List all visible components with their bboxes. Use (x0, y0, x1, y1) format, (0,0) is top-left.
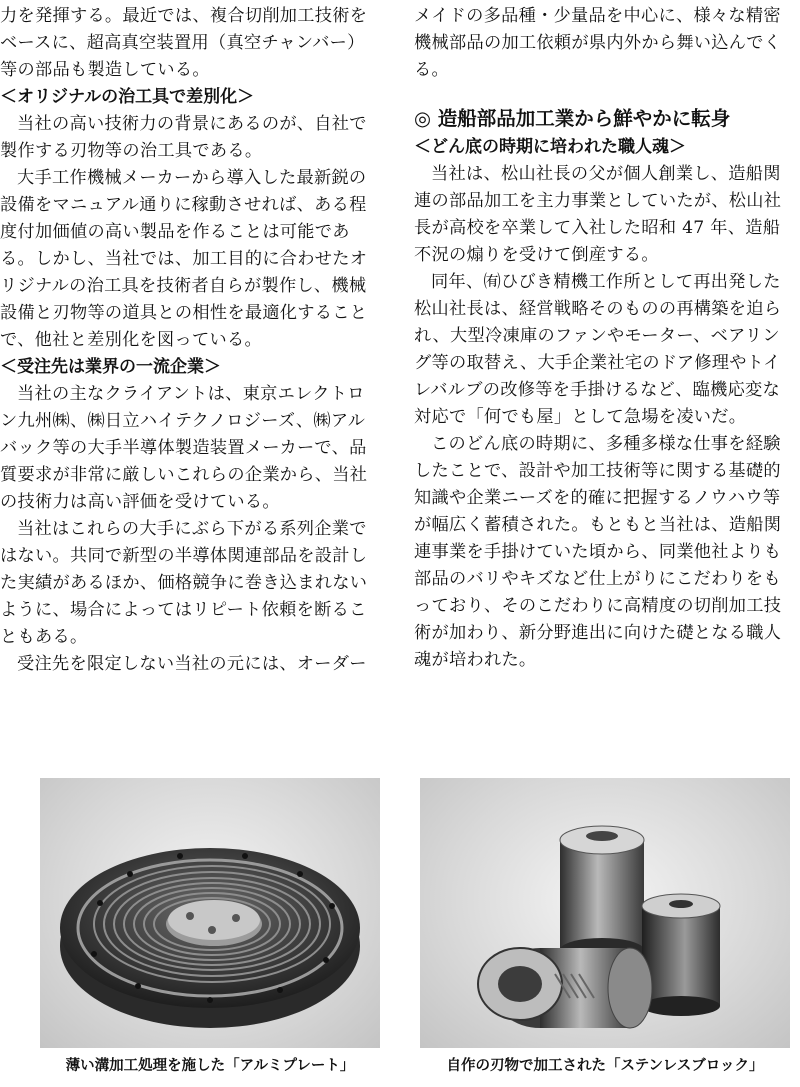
para-history-1: 当社は、松山社長の父が個人創業し、造船関 連の部品加工を主力事業としていたが、松山社 長が高校を卒業して入社した昭和 47 年、造船 不況の煽りを受けて倒産する。 (414, 164, 782, 265)
para-clients-1: 当社の主なクライアントは、東京エレクトロ ン九州㈱、㈱日立ハイテクノロジーズ、㈱アル バック等の大手半導体製造装置メーカーで、品 質要求が非常に厳しいこれらの企業から、当社 の技術力は高い評価を受けている。 (0, 384, 368, 512)
right-column (414, 3, 800, 674)
heading-craftsman: ＜どん底の時期に培われた職人魂＞ (414, 137, 686, 157)
stainless-blocks-illustration (420, 778, 790, 1048)
heading-clients: ＜受注先は業界の一流企業＞ (0, 357, 221, 377)
photo-aluminum-plate (40, 778, 380, 1048)
para-clients-3: 受注先を限定しない当社の元には、オーダー (17, 654, 367, 674)
para-tools-1: 当社の高い技術力の背景にあるのが、自社で 製作する刃物等の治工具である。 (0, 114, 367, 161)
caption-stainless-blocks: 自作の刃物で加工された「ステンレスブロック」 (446, 1058, 764, 1074)
para-continue: メイドの多品種・少量品を中心に、様々な精密 機械部品の加工依頼が県内外から舞い込んでく る。 (414, 6, 782, 80)
para-clients-2: 当社はこれらの大手にぶら下がる系列企業で はない。共同で新型の半導体関連部品を設計し た実績があるほか、価格競争に巻き込まれない ように、場合によってはリピート依頼を断るこ ともある。 (0, 519, 368, 647)
heading-original-tools: ＜オリジナルの治工具で差別化＞ (0, 87, 255, 107)
aluminum-plate-illustration (40, 778, 380, 1048)
para-tools-2: 大手工作機械メーカーから導入した最新鋭の 設備をマニュアル通りに稼動させれば、ある程 度付加価値の高い製品を作ることは可能であ る。しかし、当社では、加工目的に合わせたオ リジナルの治工具を技術者自らが製作し、機械 設備と刃物等の道具との相性を最適化すること で、他社と差別化を図っている。 (0, 168, 368, 350)
para-history-2: 同年、㈲ひびき精機工作所として再出発した 松山社長は、経営戦略そのものの再構築を迫ら れ、大型冷凍庫のファンやモーター、ベアリン グ等の取替え、大手企業社宅のドア修理やトイ レバルブの改修等を手掛けるなど、臨機応変な 対応で「何でも屋」として急場を凌いだ。 (414, 272, 782, 427)
section-title: ◎ 造船部品加工業から鮮やかに転身 (414, 107, 731, 130)
photo-stainless-blocks (420, 778, 790, 1048)
left-column (0, 3, 383, 678)
caption-aluminum-plate: 薄い溝加工処理を施した「アルミプレート」 (65, 1058, 355, 1074)
para-intro: 力を発揮する。最近では、複合切削加工技術を ベースに、超高真空装置用（真空チャンバー） 等の部品も製造している。 (0, 6, 368, 80)
para-history-3: このどん底の時期に、多種多様な仕事を経験 したことで、設計や加工技術等に関する基礎的 知識や企業ニーズを的確に把握するノウハウ等 が幅広く蓄積された。もともと当社は、造船関 連事業を手掛けていた頃から、同業他社よりも 部品のバリやキズなど仕上がりにこだわりをも っており、そのこだわりに高精度の切削加工技 術が加わり、新分野進出に向けた礎となる職人 魂が培われた。 (414, 434, 782, 670)
